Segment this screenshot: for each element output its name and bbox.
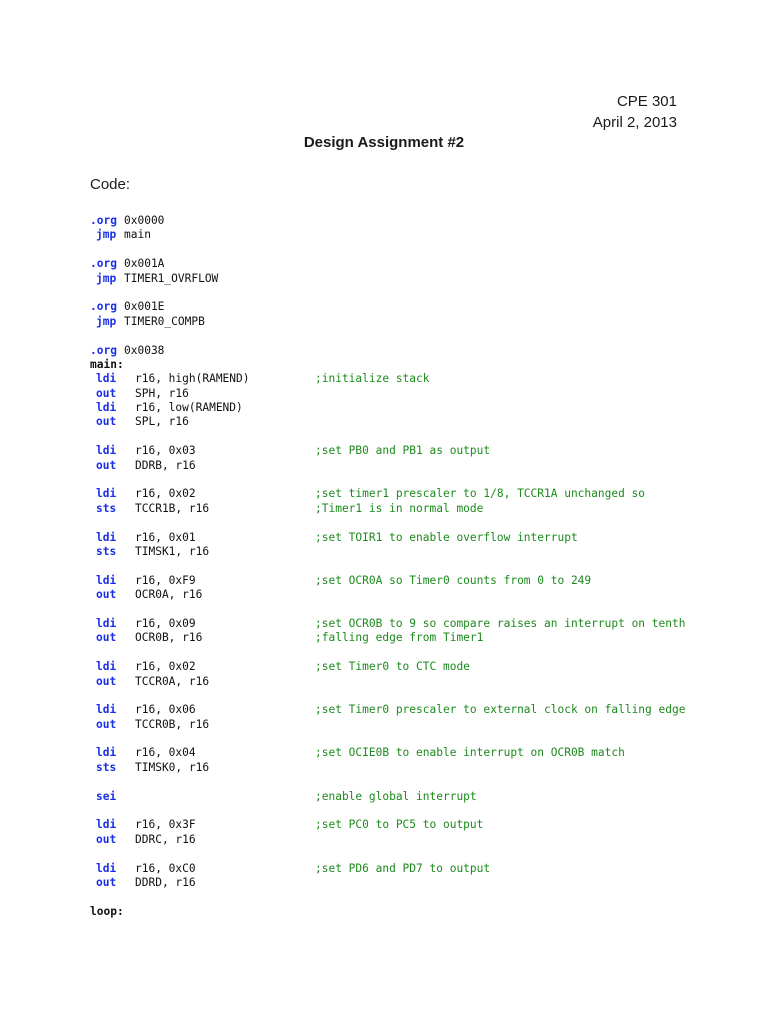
code-instruction: ldi: [96, 530, 117, 544]
code-instruction: ldi: [96, 444, 117, 458]
code-instruction: ldi: [96, 573, 117, 587]
code-operands: r16, 0xC0: [135, 861, 196, 875]
code-line: [90, 761, 730, 775]
code-line: [90, 905, 730, 919]
code-label: main:: [90, 357, 124, 371]
code-comment: ;set OCR0B to 9 so compare raises an interrupt on tenth: [315, 616, 686, 630]
code-directive: .org: [90, 343, 117, 357]
code-listing: [90, 214, 730, 919]
code-line: [90, 660, 730, 674]
code-line: [90, 358, 730, 372]
code-operands: TCCR0A, r16: [135, 674, 210, 688]
code-line: [90, 574, 730, 588]
code-operands: r16, low(RAMEND): [135, 401, 243, 415]
code-line: [90, 531, 730, 545]
code-operands: r16, 0x3F: [135, 818, 196, 832]
code-line: [90, 401, 730, 415]
code-operands: TCCR0B, r16: [135, 717, 210, 731]
code-instruction: ldi: [96, 861, 117, 875]
code-instruction: sts: [96, 544, 117, 558]
code-instruction: out: [96, 674, 117, 688]
code-line: [90, 746, 730, 760]
code-operands: TIMSK1, r16: [135, 544, 210, 558]
code-operands: DDRC, r16: [135, 832, 196, 846]
code-comment: ;falling edge from Timer1: [315, 631, 484, 645]
code-line: [90, 876, 730, 890]
code-instruction: sei: [96, 789, 117, 803]
code-line: [90, 214, 730, 228]
code-operands: 0x001E: [124, 300, 165, 314]
code-instruction: jmp: [96, 271, 117, 285]
code-operands: OCR0B, r16: [135, 631, 203, 645]
code-comment: ;set OCIE0B to enable interrupt on OCR0B match: [315, 746, 625, 760]
code-operands: r16, 0x01: [135, 530, 196, 544]
code-line: [90, 675, 730, 689]
code-operands: 0x0000: [124, 214, 165, 227]
code-operands: r16, high(RAMEND): [135, 372, 250, 386]
code-comment: ;set OCR0A so Timer0 counts from 0 to 249: [315, 573, 592, 587]
course-code: CPE 301: [616, 93, 677, 110]
code-comment: ;Timer1 is in normal mode: [315, 501, 484, 515]
code-operands: r16, 0x06: [135, 703, 196, 717]
code-line: [90, 790, 730, 804]
code-comment: ;enable global interrupt: [315, 789, 477, 803]
code-line: [90, 272, 730, 286]
code-instruction: ldi: [96, 487, 117, 501]
code-line: [90, 415, 730, 429]
code-line: [90, 833, 730, 847]
code-operands: main: [124, 228, 151, 242]
code-instruction: sts: [96, 760, 117, 774]
code-directive: .org: [90, 257, 117, 271]
code-operands: OCR0A, r16: [135, 588, 203, 602]
code-instruction: out: [96, 631, 117, 645]
code-operands: r16, 0x03: [135, 444, 196, 458]
code-instruction: jmp: [96, 314, 117, 328]
code-comment: ;set TOIR1 to enable overflow interrupt: [315, 530, 578, 544]
code-operands: r16, 0x02: [135, 660, 196, 674]
code-operands: DDRB, r16: [135, 458, 196, 472]
code-line: [90, 718, 730, 732]
code-line: [90, 372, 730, 386]
code-operands: 0x001A: [124, 257, 165, 271]
code-comment: ;initialize stack: [315, 372, 430, 386]
code-section-label: Code:: [90, 176, 131, 193]
code-instruction: out: [96, 832, 117, 846]
code-line: [90, 257, 730, 271]
code-label: loop:: [90, 904, 124, 918]
code-instruction: ldi: [96, 401, 117, 415]
code-line: [90, 703, 730, 717]
code-instruction: ldi: [96, 616, 117, 630]
code-line: [90, 545, 730, 559]
code-directive: .org: [90, 214, 117, 227]
code-instruction: out: [96, 386, 117, 400]
code-operands: r16, 0x04: [135, 746, 196, 760]
code-operands: 0x0038: [124, 343, 165, 357]
code-comment: ;set Timer0 to CTC mode: [315, 660, 470, 674]
code-operands: TIMER0_COMPB: [124, 314, 205, 328]
code-instruction: out: [96, 717, 117, 731]
code-comment: ;set PB0 and PB1 as output: [315, 444, 491, 458]
code-comment: ;set timer1 prescaler to 1/8, TCCR1A unchanged so: [315, 487, 646, 501]
code-instruction: sts: [96, 501, 117, 515]
code-comment: ;set Timer0 prescaler to external clock on falling edge: [315, 703, 686, 717]
code-instruction: ldi: [96, 746, 117, 760]
code-instruction: out: [96, 588, 117, 602]
code-line: [90, 387, 730, 401]
code-operands: DDRD, r16: [135, 875, 196, 889]
code-instruction: jmp: [96, 228, 117, 242]
code-line: [90, 862, 730, 876]
code-operands: TIMSK0, r16: [135, 760, 210, 774]
code-line: [90, 617, 730, 631]
page-title: Design Assignment #2: [303, 134, 465, 151]
code-line: [90, 315, 730, 329]
code-instruction: ldi: [96, 703, 117, 717]
code-comment: ;set PD6 and PD7 to output: [315, 861, 491, 875]
code-operands: r16, 0x09: [135, 616, 196, 630]
code-operands: TIMER1_OVRFLOW: [124, 271, 219, 285]
course-header: [593, 91, 677, 133]
code-instruction: ldi: [96, 660, 117, 674]
code-instruction: ldi: [96, 372, 117, 386]
code-line: [90, 344, 730, 358]
assignment-date: April 2, 2013: [592, 114, 677, 131]
code-line: [90, 502, 730, 516]
code-directive: .org: [90, 300, 117, 314]
code-comment: ;set PC0 to PC5 to output: [315, 818, 484, 832]
code-instruction: ldi: [96, 818, 117, 832]
code-operands: SPH, r16: [135, 386, 189, 400]
code-line: [90, 300, 730, 314]
code-line: [90, 444, 730, 458]
code-line: [90, 459, 730, 473]
code-instruction: out: [96, 875, 117, 889]
code-line: [90, 228, 730, 242]
code-operands: SPL, r16: [135, 415, 189, 429]
code-line: [90, 818, 730, 832]
code-line: [90, 588, 730, 602]
code-operands: TCCR1B, r16: [135, 501, 210, 515]
code-instruction: out: [96, 415, 117, 429]
code-operands: r16, 0xF9: [135, 573, 196, 587]
code-instruction: out: [96, 458, 117, 472]
code-line: [90, 631, 730, 645]
code-operands: r16, 0x02: [135, 487, 196, 501]
code-line: [90, 487, 730, 501]
